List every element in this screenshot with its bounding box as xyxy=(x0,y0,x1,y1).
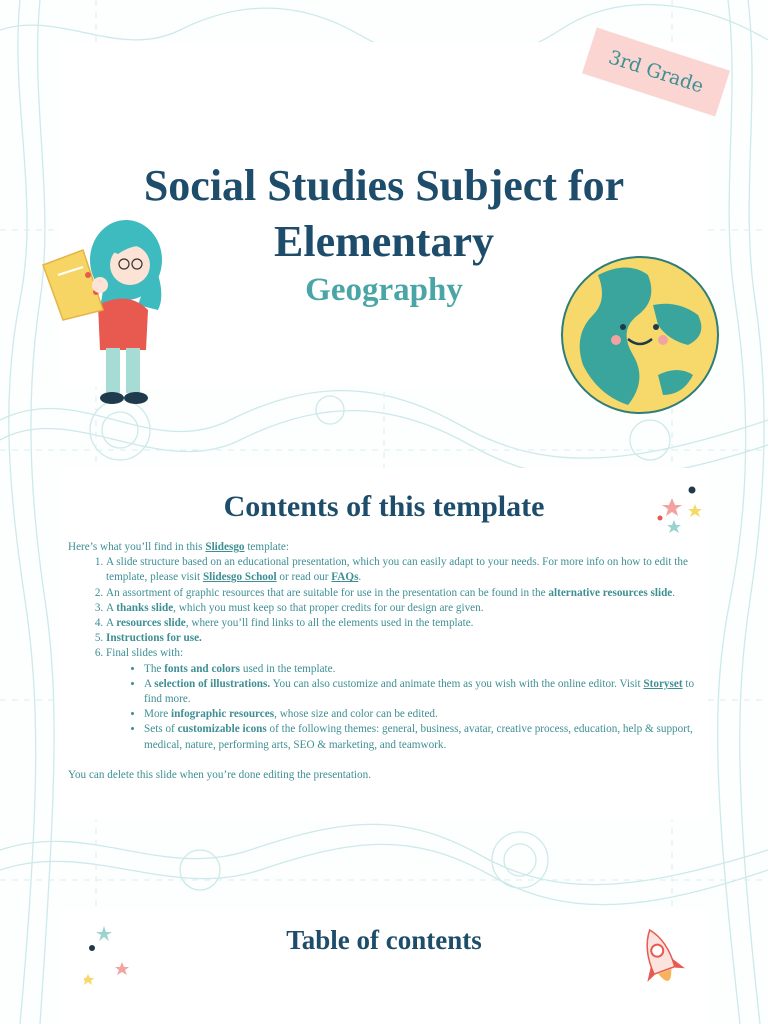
grade-tag: 3rd Grade xyxy=(582,28,730,117)
smiling-globe-illustration xyxy=(558,255,722,415)
presentation-title: Social Studies Subject for Elementary xyxy=(143,161,625,266)
closing-note: You can delete this slide when you’re done editing the presentation. xyxy=(68,768,372,781)
faqs-link[interactable]: FAQs xyxy=(331,571,359,584)
final-slides-sublist xyxy=(106,662,698,753)
contents-title: Contents of this template xyxy=(223,490,545,523)
rocket-icon xyxy=(636,926,686,996)
slidesgo-school-link[interactable]: Slidesgo School xyxy=(202,571,277,584)
sublist-item: • A selection of illustrations. You can also customize and animate them as you wish with the online editor. Visit Storyset to find more. xyxy=(144,677,698,707)
table-of-contents-title: Table of contents xyxy=(286,925,482,955)
contents-list xyxy=(68,555,698,753)
intro-line: Here’s what you’ll find in this Slidesgo template: xyxy=(68,541,289,553)
decorative-stars-icon xyxy=(84,920,144,990)
girl-reading-illustration xyxy=(38,210,178,410)
presentation-subtitle: Geography xyxy=(305,272,463,308)
storyset-link[interactable]: Storyset xyxy=(643,677,683,690)
list-item: 4. A resources slide, where you’ll find links to all the elements used in the template. xyxy=(106,616,698,631)
sublist-item: • Sets of customizable icons of the following themes: general, business, avatar, creative process, education, help & support, medical, nature, performing arts, SEO & marketing, and teamwork. xyxy=(144,722,698,752)
list-item: 5. Instructions for use. xyxy=(106,631,698,646)
list-item: 6. Final slides with: • The fonts and colors used in the template. • A selection of illustrations. You can also customize and animate them as you wish with the online editor. Visit Storyset to find more. • More infographic resources, whose size and color can be edited. • Sets of customizable icons of the following themes: general, business, avatar, creative process, education, help & support, medical, nature, performing arts, SEO & marketing, and teamwork. xyxy=(106,646,698,752)
list-item: 2. An assortment of graphic resources that are suitable for use in the presentation can be found in the alternative resources slide. xyxy=(106,586,698,601)
decorative-stars-icon xyxy=(650,482,710,542)
contents-body xyxy=(68,540,698,783)
sublist-item: • The fonts and colors used in the template. xyxy=(144,662,698,677)
sublist-item: • More infographic resources, whose size and color can be edited. xyxy=(144,707,698,722)
slidesgo-link[interactable]: Slidesgo xyxy=(205,541,245,553)
list-item: 1. A slide structure based on an educational presentation, which you can easily adapt to your needs. For more info on how to edit the template, please visit Slidesgo School or read our FAQs. xyxy=(106,555,698,585)
list-item: 3. A thanks slide, which you must keep so that proper credits for our design are given. xyxy=(106,601,698,616)
